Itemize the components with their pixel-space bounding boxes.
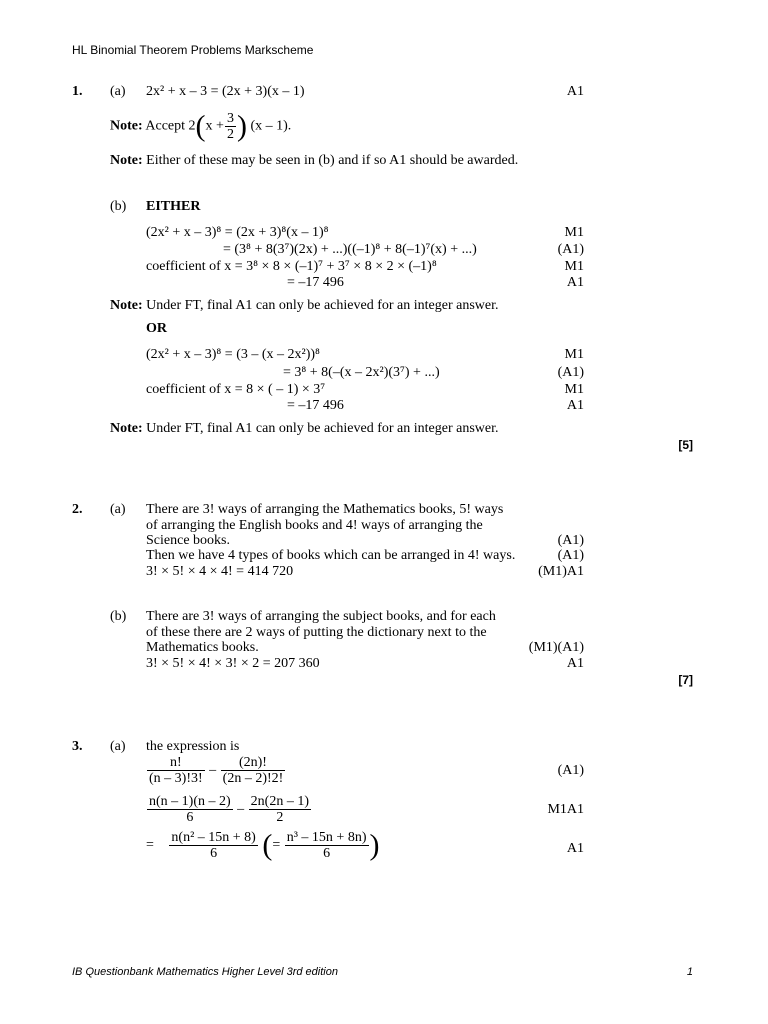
operator: = <box>272 837 281 853</box>
question-total: [7] <box>678 673 693 687</box>
right-paren: ) <box>236 109 247 143</box>
fraction <box>147 794 233 825</box>
math-line: coefficient of x = 8 × ( – 1) × 3⁷ <box>146 382 326 397</box>
question-number: 3. <box>72 739 83 754</box>
note-line <box>110 153 518 169</box>
part-label: (a) <box>110 739 126 754</box>
fraction <box>285 830 369 861</box>
fraction <box>147 755 205 786</box>
note-label: Note: <box>110 118 143 134</box>
math-line: = –17 496 <box>287 398 344 413</box>
math-expression <box>146 830 380 861</box>
note-text: Accept 2 <box>145 118 196 134</box>
operator: – <box>237 801 245 817</box>
numerator: (2n)! <box>221 755 286 771</box>
mark: (M1)(A1) <box>528 640 584 655</box>
mark: M1A1 <box>547 802 584 817</box>
denominator: 2 <box>276 810 284 825</box>
mark: (A1) <box>557 763 584 778</box>
note-label: Note: <box>110 153 143 168</box>
answer-line: There are 3! ways of arranging the subject books, and for each <box>146 609 496 624</box>
denominator: 6 <box>186 810 194 825</box>
mark: A1 <box>566 841 584 856</box>
part-label: (a) <box>110 84 126 99</box>
numerator: n³ – 15n + 8n) <box>286 830 367 845</box>
mark: A1 <box>566 84 584 99</box>
question-total: [5] <box>678 438 693 452</box>
question-number: 2. <box>72 502 83 517</box>
numerator: n! <box>147 755 205 771</box>
either-heading: EITHER <box>146 199 201 214</box>
note-line <box>110 421 499 437</box>
question-number: 1. <box>72 84 83 99</box>
answer-line: the expression is <box>146 739 240 754</box>
note-label: Note: <box>110 421 143 436</box>
mark: (A1) <box>557 242 584 257</box>
footer-text: IB Questionbank Mathematics Higher Level 3rd edition <box>72 966 338 978</box>
note-label: Note: <box>110 298 143 313</box>
math-line: (2x² + x – 3)⁸ = (3 – (x – 2x²))⁸ <box>146 347 320 362</box>
note-math: (x – 1). <box>250 118 292 134</box>
numerator: n(n² – 15n + 8) <box>171 830 256 845</box>
note-math: x + <box>205 118 224 134</box>
math-line: = (3⁸ + 8(3⁷)(2x) + ...)((–1)⁸ + 8(–1)⁷(x) + ...) <box>223 242 477 257</box>
operator: = <box>146 837 154 853</box>
answer-line: There are 3! ways of arranging the Mathematics books, 5! ways <box>146 502 504 517</box>
math-line: 2x² + x – 3 = (2x + 3)(x – 1) <box>146 84 305 99</box>
mark: (M1)A1 <box>538 564 584 579</box>
note-text: Under FT, final A1 can only be achieved for an integer answer. <box>146 421 499 436</box>
mark: (A1) <box>557 548 584 563</box>
note-line <box>110 111 291 142</box>
numerator: n(n – 1)(n – 2) <box>149 794 231 809</box>
note-line <box>110 298 499 314</box>
part-label: (b) <box>110 199 127 214</box>
denominator: 6 <box>323 846 331 861</box>
math-line: = –17 496 <box>287 275 344 290</box>
mark: A1 <box>566 275 584 290</box>
mark: M1 <box>564 347 584 362</box>
page-header: HL Binomial Theorem Problems Markscheme <box>72 43 314 57</box>
numerator: 2n(2n – 1) <box>250 794 309 809</box>
math-expression <box>146 755 286 786</box>
note-text: Either of these may be seen in (b) and if so A1 should be awarded. <box>146 153 519 168</box>
denominator: (n – 3)!3! <box>149 771 203 786</box>
denominator: 2 <box>226 127 234 142</box>
math-expression <box>146 794 312 825</box>
mark: (A1) <box>557 365 584 380</box>
mark: M1 <box>564 259 584 274</box>
mark: (A1) <box>557 533 584 548</box>
fraction <box>169 830 257 861</box>
left-paren: ( <box>262 828 273 862</box>
page-number: 1 <box>686 966 693 978</box>
denominator: 6 <box>210 846 218 861</box>
mark: A1 <box>566 656 584 671</box>
answer-line: Mathematics books. <box>146 640 259 655</box>
math-line: coefficient of x = 3⁸ × 8 × (–1)⁷ + 3⁷ × 8 × 2 × (–1)⁸ <box>146 259 437 274</box>
note-text: Under FT, final A1 can only be achieved for an integer answer. <box>146 298 499 313</box>
mark: A1 <box>566 398 584 413</box>
numerator: 3 <box>226 111 234 126</box>
fraction <box>221 755 286 786</box>
fraction <box>225 111 236 142</box>
math-line: (2x² + x – 3)⁸ = (2x + 3)⁸(x – 1)⁸ <box>146 225 329 240</box>
mark: M1 <box>564 225 584 240</box>
answer-line: Science books. <box>146 533 230 548</box>
answer-line: 3! × 5! × 4 × 4! = 414 720 <box>146 564 294 579</box>
operator: – <box>209 762 217 778</box>
answer-line: 3! × 5! × 4! × 3! × 2 = 207 360 <box>146 656 320 671</box>
math-line: = 3⁸ + 8(–(x – 2x²)(3⁷) + ...) <box>283 365 440 380</box>
fraction <box>249 794 311 825</box>
part-label: (a) <box>110 502 126 517</box>
answer-line: Then we have 4 types of books which can be arranged in 4! ways. <box>146 548 516 563</box>
part-label: (b) <box>110 609 127 624</box>
denominator: (2n – 2)!2! <box>222 771 284 786</box>
left-paren: ( <box>195 109 206 143</box>
answer-line: of these there are 2 ways of putting the dictionary next to the <box>146 625 487 640</box>
or-heading: OR <box>146 321 167 336</box>
mark: M1 <box>564 382 584 397</box>
right-paren: ) <box>369 828 380 862</box>
answer-line: of arranging the English books and 4! ways of arranging the <box>146 518 483 533</box>
